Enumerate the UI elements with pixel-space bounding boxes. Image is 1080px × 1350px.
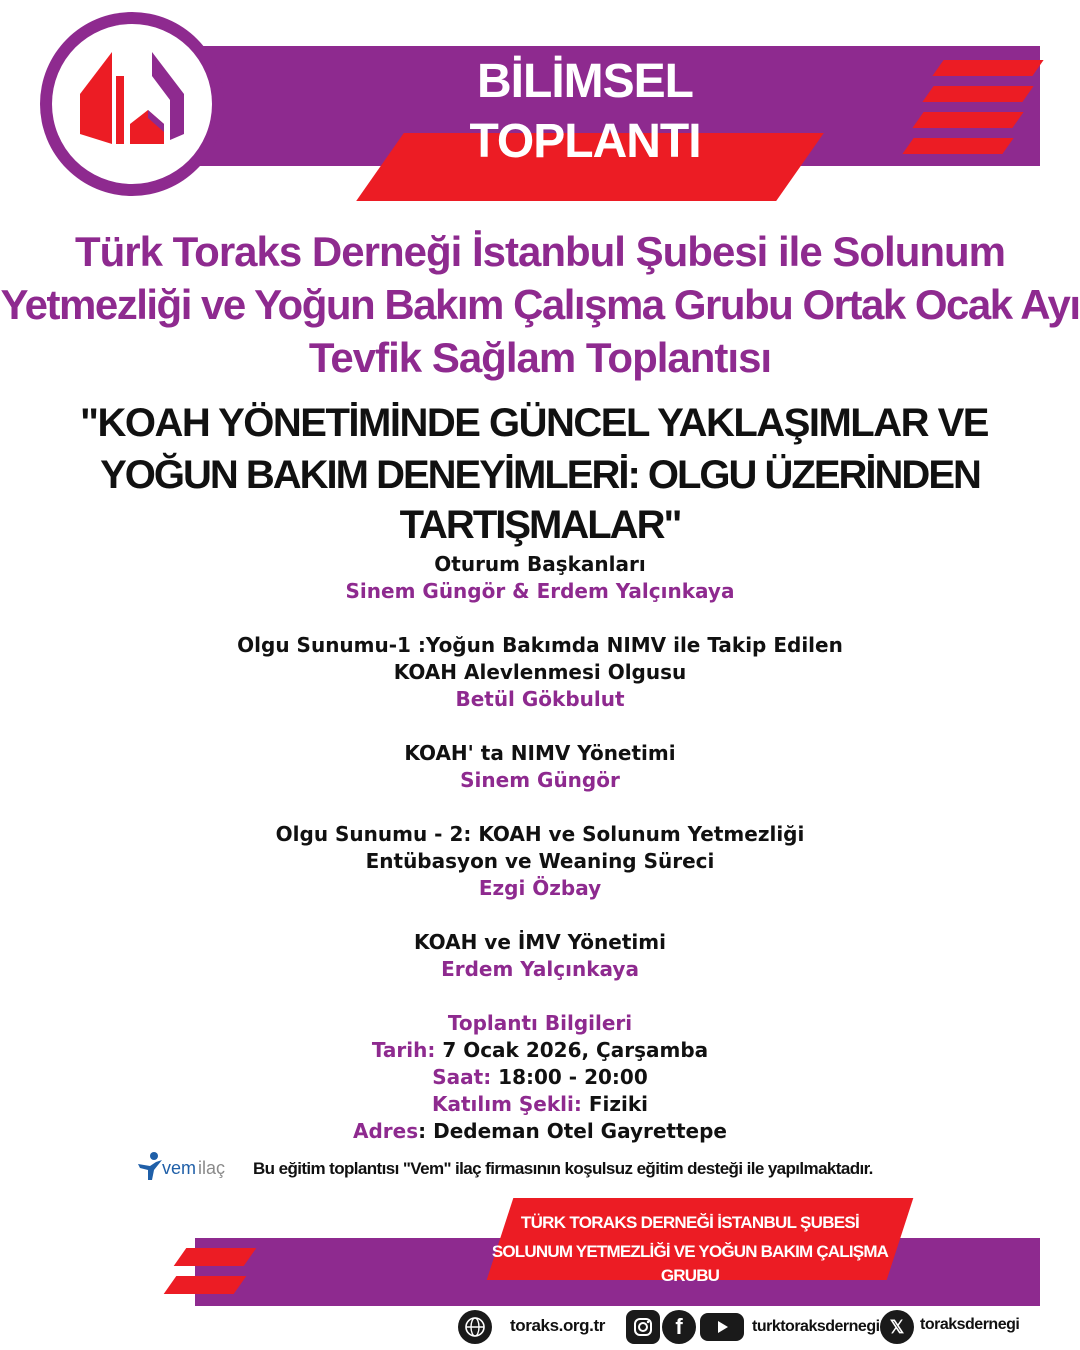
talk1-title-line2: KOAH Alevlenmesi Olgusu (393, 660, 687, 684)
time-label: Saat: (432, 1065, 492, 1089)
address-value: : Dedeman Otel Gayrettepe (418, 1119, 727, 1143)
toraks-logo-icon (52, 24, 212, 184)
meeting-address (0, 1118, 1080, 1145)
vem-logo-text: vem (162, 1158, 197, 1178)
meeting-mode (0, 1091, 1080, 1118)
ilac-logo-text: ilaç (198, 1158, 226, 1178)
talk1-speaker: Betül Gökbulut (455, 687, 625, 711)
address-label: Adres (353, 1119, 419, 1143)
meeting-date (0, 1037, 1080, 1064)
sponsor-text: Bu eğitim toplantısı "Vem" ilaç firmasının koşulsuz eğitim desteği ile yapılmaktadır. (253, 1159, 873, 1178)
talk3-title-line2: Entübasyon ve Weaning Süreci (365, 849, 715, 873)
top-right-stripe-4 (902, 138, 1013, 154)
banner-title: BİLİMSEL TOPLANTI (469, 55, 701, 168)
talk3-speaker: Ezgi Özbay (478, 876, 602, 900)
heading-line-3: Tevfik Sağlam Toplantısı (308, 334, 772, 381)
top-right-stripe-3 (912, 112, 1023, 128)
talk1-title-line1: Olgu Sunumu-1 :Yoğun Bakımda NIMV ile Takip Edilen (237, 633, 843, 657)
talk2-title: KOAH' ta NIMV Yönetimi (404, 741, 676, 765)
subtitle-line-1: "KOAH YÖNETİMİNDE GÜNCEL YAKLAŞIMLAR VE (80, 401, 988, 445)
talk3-title-line1: Olgu Sunumu - 2: KOAH ve Solunum Yetmezliği (275, 822, 805, 846)
subtitle-line-2: YOĞUN BAKIM DENEYİMLERİ: OLGU ÜZERİNDEN TARTIŞMALAR" (100, 453, 980, 547)
vem-logo (136, 1150, 246, 1184)
date-value: 7 Ocak 2026, Çarşamba (435, 1038, 709, 1062)
x-twitter-icon[interactable]: 𝕏 (880, 1310, 914, 1344)
instagram-icon[interactable] (626, 1310, 660, 1344)
heading-line-2: Yetmezliği ve Yoğun Bakım Çalışma Grubu Ortak Ocak Ayı (0, 281, 1080, 328)
date-label: Tarih: (371, 1038, 436, 1062)
globe-icon[interactable] (458, 1310, 492, 1344)
time-value: 18:00 - 20:00 (491, 1065, 648, 1089)
handle-2-link[interactable]: toraksdernegi (920, 1316, 1020, 1333)
chairs-label: Oturum Başkanları (434, 552, 646, 576)
footer-line-2: SOLUNUM YETMEZLİĞİ VE YOĞUN BAKIM ÇALIŞMA GRUBU (491, 1242, 889, 1285)
talk2-speaker: Sinem Güngör (460, 768, 620, 792)
footer-left-stripe-2 (164, 1276, 247, 1294)
heading-line-1: Türk Toraks Derneği İstanbul Şubesi ile Solunum (74, 228, 1006, 275)
mode-label: Katılım Şekli: (431, 1092, 582, 1116)
footer-line-1: TÜRK TORAKS DERNEĞİ İSTANBUL ŞUBESİ (520, 1213, 860, 1232)
talk4-speaker: Erdem Yalçınkaya (441, 957, 639, 981)
logo-inner-circle (52, 24, 212, 184)
talk4-title: KOAH ve İMV Yönetimi (414, 930, 666, 954)
mode-value: Fiziki (581, 1092, 649, 1116)
website-link[interactable]: toraks.org.tr (510, 1316, 605, 1335)
top-right-stripe-2 (922, 86, 1033, 102)
footer-left-stripe-1 (174, 1248, 257, 1266)
meeting-time (0, 1064, 1080, 1091)
youtube-icon[interactable] (700, 1313, 744, 1341)
meeting-heading: Toplantı Bilgileri (447, 1011, 633, 1035)
handle-1-link[interactable]: turktoraksdernegi (752, 1318, 880, 1335)
chairs-names: Sinem Güngör & Erdem Yalçınkaya (345, 579, 735, 603)
top-right-stripe-1 (932, 60, 1043, 76)
facebook-icon[interactable]: f (662, 1310, 696, 1344)
